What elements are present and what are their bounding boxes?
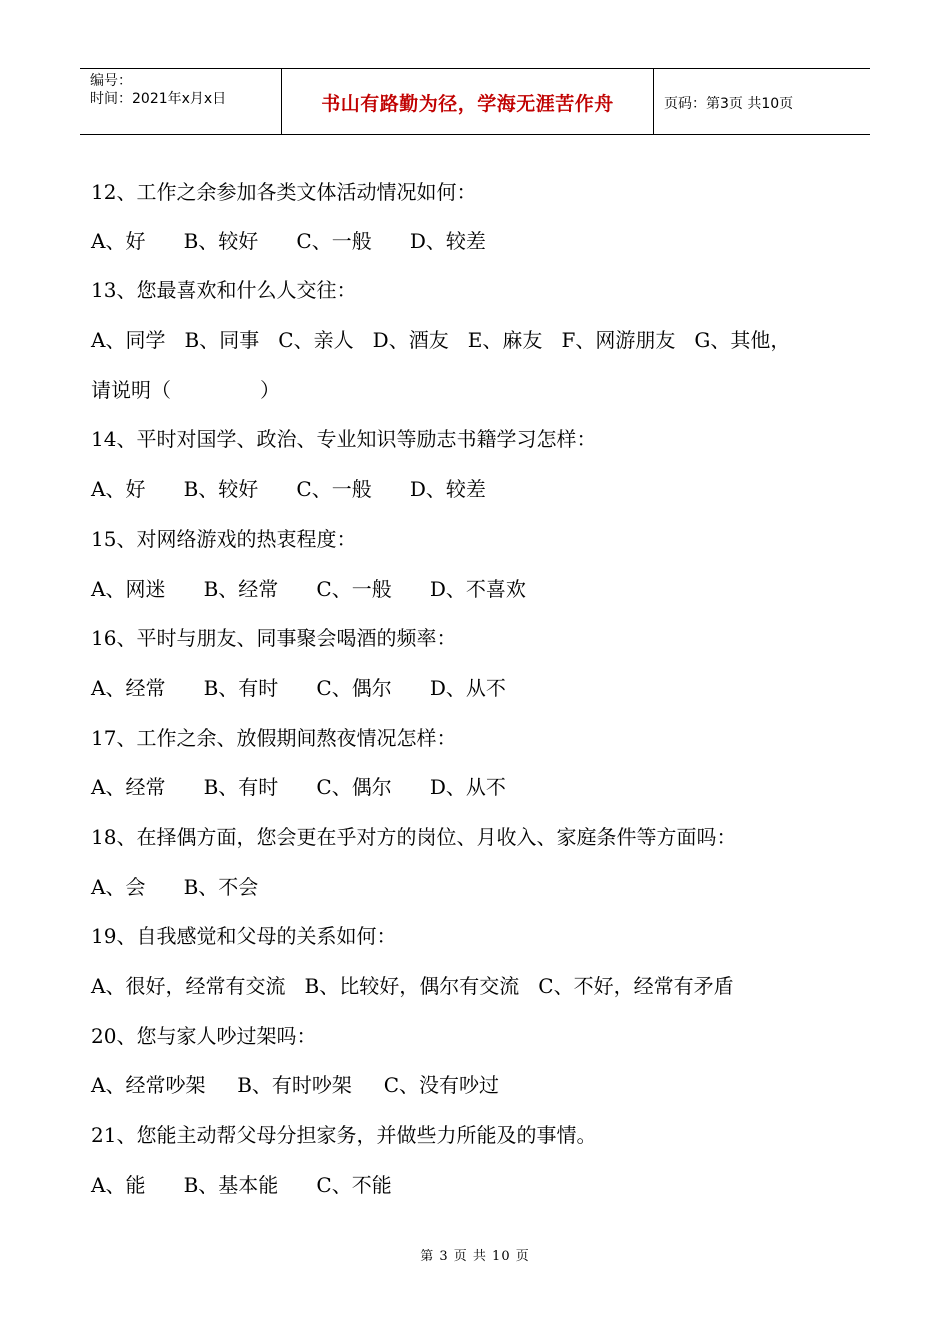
questionnaire-body xyxy=(91,167,871,1210)
question-13: 13、您最喜欢和什么人交往： xyxy=(91,278,357,303)
header-time-label: 时间：2021年x月x日 xyxy=(90,91,227,107)
question-15: 15、对网络游戏的热衷程度： xyxy=(91,526,357,551)
question-16: 16、平时与朋友、同事聚会喝酒的频率： xyxy=(91,626,457,651)
options-15: A、网迷 B、经常 C、一般 D、不喜欢 xyxy=(91,576,526,601)
question-21: 21、您能主动帮父母分担家务，并做些力所能及的事情。 xyxy=(91,1123,597,1148)
options-21: A、能 B、基本能 C、不能 xyxy=(91,1172,392,1197)
options-14: A、好 B、较好 C、一般 D、较差 xyxy=(91,477,486,502)
options-12: A、好 B、较好 C、一般 D、较差 xyxy=(91,228,486,253)
page-header xyxy=(80,68,870,135)
options-16: A、经常 B、有时 C、偶尔 D、从不 xyxy=(91,675,506,700)
header-page-label: 页码：第3页 共10页 xyxy=(664,95,794,112)
options-13-explain: 请说明（ ） xyxy=(91,377,281,402)
question-14: 14、平时对国学、政治、专业知识等励志书籍学习怎样： xyxy=(91,427,597,452)
question-19: 19、自我感觉和父母的关系如何： xyxy=(91,924,397,949)
header-number-label: 编号： xyxy=(90,73,132,89)
options-17: A、经常 B、有时 C、偶尔 D、从不 xyxy=(91,775,506,800)
question-17: 17、工作之余、放假期间熬夜情况怎样： xyxy=(91,725,457,750)
options-18: A、会 B、不会 xyxy=(91,874,259,899)
question-12: 12、工作之余参加各类文体活动情况如何： xyxy=(91,180,477,204)
question-18: 18、在择偶方面，您会更在乎对方的岗位、月收入、家庭条件等方面吗： xyxy=(91,824,737,849)
options-20: A、经常吵架 B、有时吵架 C、没有吵过 xyxy=(91,1073,500,1098)
options-19: A、很好，经常有交流 B、比较好，偶尔有交流 C、不好，经常有矛盾 xyxy=(91,974,734,998)
question-20: 20、您与家人吵过架吗： xyxy=(91,1023,317,1048)
options-13: A、同学 B、同事 C、亲人 D、酒友 E、麻友 F、网游朋友 G、其他， xyxy=(91,328,791,353)
header-motto: 书山有路勤为径，学海无涯苦作舟 xyxy=(282,69,654,134)
header-meta xyxy=(80,69,282,134)
page-footer: 第 3 页 共 10 页 xyxy=(420,1249,530,1264)
